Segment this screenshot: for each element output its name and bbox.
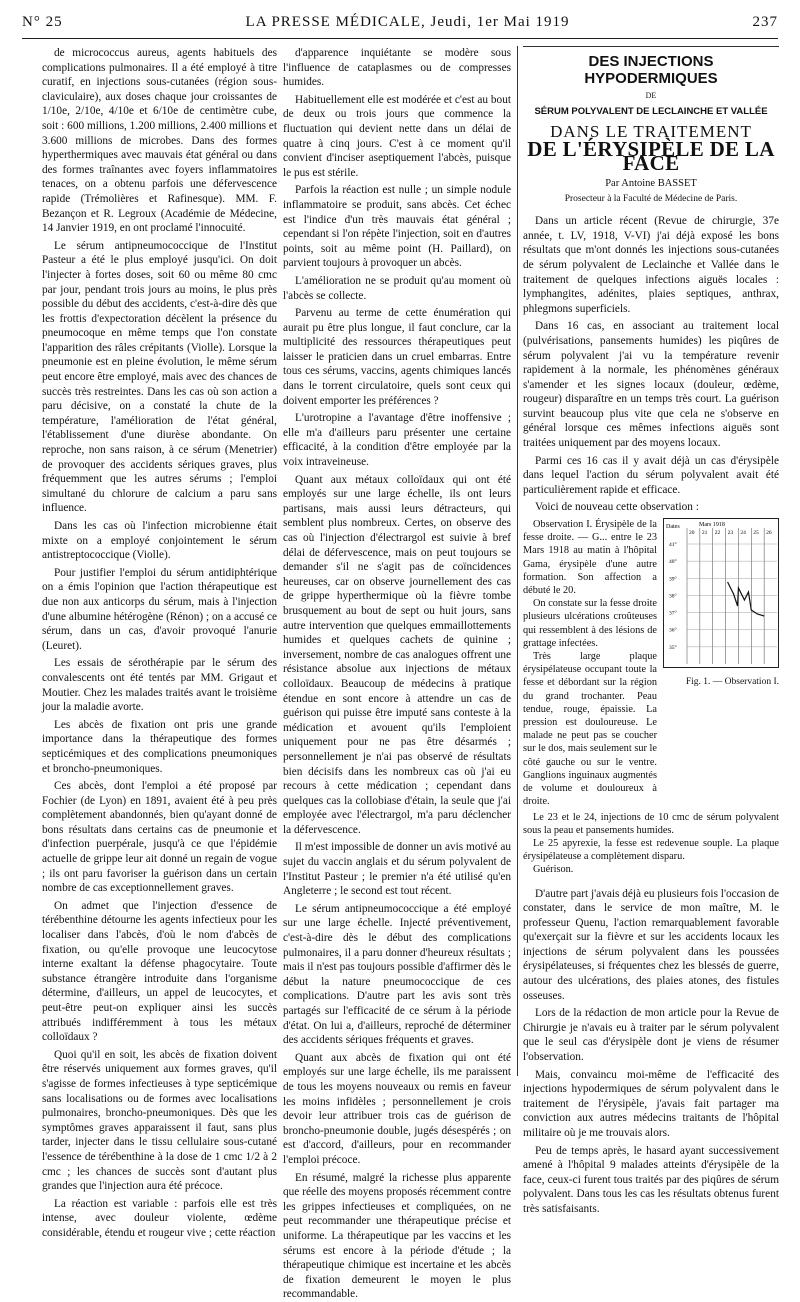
paragraph: D'autre part j'avais déjà eu plusieurs fois l'occasion de constater, dans le service de mon maître, M. le professeur Quenu, l'action remarquablement favorable qu'exerçait sur la fièvre et sur les accidents locaux les injections de sérum polyvalent dans les poussées érysipélateuses, si fréquentes chez les blessés de guerre, autour des ulcérations, des plaies atones, des fistules osseuses. <box>523 887 779 1002</box>
paragraph: Parvenu au terme de cette énumération qui aurait pu être plus longue, il faut conclure, car la multiplicité des ressources thérapeutiques peut laisser le praticien dans un cruel embarras. Entre tous ces sérums, vaccins, agents chimiques lancés dans le torrent circulatoire, quels sont ceux qui doivent emporter les préférences ? <box>283 307 511 407</box>
chart-temp-label: 37° <box>669 610 677 617</box>
chart-temp-label: 41° <box>669 542 677 549</box>
paragraph: Parmi ces 16 cas il y avait déjà un cas d'érysipèle dans lequel l'action du sérum polyvalent avait été particulièrement rapide et efficace. <box>523 454 779 496</box>
chart-month: Mars 1918 <box>699 522 725 529</box>
paragraph: Dans les cas où l'infection microbienne était mixte on a employé conjointement le sérum antistreptococcique (Violle). <box>42 520 277 562</box>
observation-paragraph: On constate sur la fesse droite plusieurs ulcérations croûteuses qui ressemblent à des lésions de grattage infectées. <box>523 598 657 649</box>
figure-1 <box>663 518 779 808</box>
observation-block <box>523 518 779 808</box>
issue-number: N° 25 <box>22 14 63 30</box>
paragraph: Dans un article récent (Revue de chirurgie, 37e année, t. LV, 1918, V-VI) j'ai déjà exposé les bons résultats que m'ont donnés les injections sous-cutanées de sérum polyvalent de Leclainche et Vallée dans le traitement de quelques infections aiguës locales : lymphangites, adénites, plaies septiques, anthrax, phlegmons superficiels. <box>523 215 779 315</box>
chart-temp-label: 35° <box>669 644 677 651</box>
column-3 <box>523 46 779 1215</box>
paragraph: Mais, convaincu moi-même de l'efficacité des injections hypodermiques de sérum polyvalent dans le traitement de l'érysipèle, j'avais fait partager ma conviction aux autres médecins traitants de l'hôpital militaire où je me trouvais alors. <box>523 1068 779 1140</box>
temperature-curve <box>728 582 765 616</box>
paragraph: d'apparence inquiétante se modère sous l'influence de cataplasmes ou de compresses humides. <box>283 47 511 89</box>
paragraph: Ces abcès, dont l'emploi a été proposé par Fochier (de Lyon) en 1891, avaient été à peu près complètement abandonnés, bien qu'ayant donné de bons résultats dans certains cas de pneumonie et d'infection puerpérale, jusqu'à ce que l'épidémie actuelle de grippe leur ait donné un regain de vogue ; ils ont paru favoriser la guérison dans un certain nombre de cas exceptionnellement graves. <box>42 780 277 895</box>
observation-paragraph: Très large plaque érysipélateuse occupant toute la fesse et débordant sur la région du grand trochanter. Peau tendue, rouge, épaissie. La pression est douloureuse. Le malade ne peut pas se coucher sur le dos, mais seulement sur le côté gauche ou sur le ventre. Ganglions inguinaux augmentés de volume et douloureux à droite. <box>523 651 657 808</box>
paragraph: Lors de la rédaction de mon article pour la Revue de Chirurgie je n'avais eu à traiter par le sérum polyvalent que le seul cas d'érysipèle dont je viens de résumer l'observation. <box>523 1007 779 1064</box>
chart-temp-label: 36° <box>669 627 677 634</box>
article-author: Par Antoine BASSET <box>605 177 697 189</box>
article-dans: DANS LE TRAITEMENT <box>550 122 752 142</box>
paragraph: La réaction est variable : parfois elle est très intense, avec douleur violente, œdème considérable, étendu et rougeur vive ; cette réaction <box>42 1197 277 1239</box>
observation-paragraph: Guérison. <box>533 864 574 876</box>
paragraph: Le sérum antipneumococcique a été employé sur une large échelle. Injecté préventivement, c'est-à-dire dès le début des complications pulmonaires, il a paru donner d'heureux résultats ; mais il n'est pas toujours possible d'affirmer dès le début la nature pneumococcique de ces complications. D'autre part les avis sont très partagés sur l'efficacité de ce sérum à la période d'état. On lui a, d'ailleurs, reproché de déterminer des accidents sériques fréquents et graves. <box>283 902 511 1047</box>
header-rule <box>22 38 778 39</box>
observation-text <box>523 518 657 808</box>
paragraph: Voici de nouveau cette observation : <box>535 501 699 514</box>
chart-day-label: 23 <box>727 530 734 537</box>
paragraph: L'amélioration ne se produit qu'au moment où l'abcès se collecte. <box>283 274 511 302</box>
article-rule <box>523 46 779 47</box>
chart-temp-label: 40° <box>669 559 677 566</box>
page-number: 237 <box>752 14 778 30</box>
paragraph: Quoi qu'il en soit, les abcès de fixation doivent être réservés uniquement aux formes graves, qu'il s'agisse de formes infectieuses à type septicémique sans localisations ou de formes avec localisations pulmonaires, broncho-pneumoniques. Dès que les symptômes graves apparaissent il faut, sans plus tarder, injecter dans le tissu cellulaire sous-cutané l'essence de térébenthine à la dose de 1 cmc 1/2 à 2 cmc ; les chances de succès sont d'autant plus grandes que l'injection aura été précoce. <box>42 1048 277 1193</box>
paragraph: L'urotropine a l'avantage d'être inoffensive ; elle m'a d'ailleurs paru présenter une certaine efficacité, à la condition d'être employée par la voix intraveineuse. <box>283 412 511 469</box>
column-1 <box>42 46 277 1239</box>
column-divider <box>517 46 518 1076</box>
article-main-title: DE L'ÉRYSIPÈLE DE LA FACE <box>527 136 775 176</box>
paragraph: En résumé, malgré la richesse plus apparente que réelle des moyens proposés récemment contre les grippes infectieuses et compliquées, on ne peut recommander une thérapeutique précise et uniforme. La thérapeutique par les vaccins et les sérums est encore à la période d'étude ; la thérapeutique chimique est incertaine et les abcès de fixation demeurent le moyen le plus recommandable. <box>283 1171 511 1301</box>
paragraph: Dans 16 cas, en associant au traitement local (pulvérisations, pansements humides) les piqûres de sérum polyvalent j'ai vu la température revenir rapidement à la normale, les phénomènes généraux s'amender et les signes locaux (douleur, œdème, rougeur) disparaître en un temps très court. La guérison survint beaucoup plus vite que cela ne s'observe en général lorsque ces mêmes infections aiguës sont traitées uniquement par des moyens locaux. <box>523 320 779 450</box>
article-title: DES INJECTIONS HYPODERMIQUES <box>584 53 718 87</box>
article-affiliation: Prosecteur à la Faculté de Médecine de Paris. <box>564 193 738 204</box>
chart-day-label: 20 <box>689 530 695 537</box>
paragraph: Peu de temps après, le hasard ayant successivement amené à l'hôpital 9 malades atteints d'érysipèle de la face, ceux-ci furent tous traités par des piqûres de sérum polyvalent. Dans tous les cas les résultats obtenus furent très satisfaisants. <box>523 1144 779 1215</box>
paragraph: Parfois la réaction est nulle ; un simple nodule inflammatoire se produit, sans abcès. Cet échec est l'indice d'un très mauvais état général ; cependant si l'on répète l'injection, soit en d'autres points, soit au même point (H. Paillard), on parvient toujours à provoquer un abcès. <box>283 184 511 270</box>
article-de: DE <box>645 91 657 100</box>
paragraph: Quant aux abcès de fixation qui ont été employés sur une large échelle, ils me paraissent de tous les moyens nouveaux ou remis en faveur les moins infidèles ; personnellement je crois devoir leur attribuer trois cas de guérison de broncho-pneumonie double, jugés désespérés ; on est d'accord, d'ailleurs, pour en recommander l'emploi précoce. <box>283 1051 511 1166</box>
paragraph: Pour justifier l'emploi du sérum antidiphtérique on a émis l'opinion que l'action thérapeutique est due non aux anticorps du sérum, mais à l'injection d'une albumine hétérogène (Rénon) ; on a accusé ce sérum, dans un cas, d'avoir provoqué l'anurie (Leuret). <box>42 566 277 652</box>
chart-day-label: 21 <box>701 530 708 537</box>
figure-caption: Fig. 1. — Observation I. <box>685 676 779 687</box>
observation-paragraph: Le 25 apyrexie, la fesse est redevenue souple. La plaque érysipélateuse a complètement disparu. <box>523 837 779 863</box>
chart-temp-label: 38° <box>669 593 677 600</box>
paragraph: Quant aux métaux colloïdaux qui ont été employés sur une large échelle, ils ont leurs partisans, mais aussi leurs détracteurs, qui semblent plus nombreux. Certes, on observe des cas où l'injection d'électrargol est suivie à bref délai de défervescence, mais on peut toujours se demander s'il ne s'agit pas de coïncidences heureuses, car on observe journellement des cas de grippe hyperthermique où la fièvre tombe brusquement au bout de sept ou huit jours, sans autre intervention que quelques emmaillottements humides et quelques cachets de quinine ; inversement, nombre de cas analogues offrent une résistance absolue aux injections de métaux colloïdaux. Beaucoup de médecins à pratique étendue en sont encore à attendre un cas de guérison qui puisse être imputé sans conteste à la médication et avouent qu'ils l'emploient uniquement pour ne pas être désarmés ; personnellement je n'ai pas observé de résultats bien décisifs dans les nombreux cas où j'ai eu recours à cette médication ; cependant dans quelques cas la collobiase d'étain, la seule que j'ai employée avec l'électrargol, m'a paru déclencher la défervescence. <box>283 473 511 836</box>
journal-title: LA PRESSE MÉDICALE, Jeudi, 1er Mai 1919 <box>245 14 570 30</box>
column-2 <box>283 46 511 1301</box>
paragraph: de micrococcus aureus, agents habituels des complications pulmonaires. Il a été employé à titre curatif, en injections sous-cutanées (région sous-claviculaire), aux doses chaque jour croissantes de 1/10e, 2/10e, 4/10e et 6/10e de centimètre cube, soit : 600 millions, 1.200 millions, 2.400 millions et 3.600 millions de microbes. Dans des formes hyperthermiques avec mauvais état général ou dans des formes traînantes avec foyers inflammatoires tenaces, on a obtenu parfois une défervescence rapide (Trémolières et Rafinesque). MM. F. Bezançon et R. Legroux (Académie de Médecine, 14 Janvier 1919, en ont proclamé l'innocuité. <box>42 47 277 235</box>
observation-paragraph: Le 23 et le 24, injections de 10 cmc de sérum polyvalent sous la peau et pansements humides. <box>523 811 779 836</box>
chart-day-label: 25 <box>753 530 759 537</box>
chart-temp-label: 39° <box>669 576 677 583</box>
temperature-chart <box>663 518 779 668</box>
paragraph: Les essais de sérothérapie par le sérum des convalescents ont été tentés par MM. Grigaut et Moutier. Chez les malades traités avant le troisième jour la maladie avorte. <box>42 657 277 714</box>
paragraph: Il m'est impossible de donner un avis motivé au sujet du vaccin anglais et du sérum polyvalent de l'Institut Pasteur ; le premier n'a été utilisé qu'en Angleterre ; le second est tout récent. <box>283 841 511 898</box>
paragraph: On admet que l'injection d'essence de térébenthine détourne les agents infectieux pour les localiser dans l'abcès, d'où le nom d'abcès de fixation, ou qu'elle provoque une leucocytose interne exaltant la défense phagocytaire. Toute substance étrangère introduite dans l'organisme détermine, d'ailleurs, un appel de leucocytes, et peut-être peut-on expliquer ainsi les succès attribués indifféremment à tous les métaux colloïdaux ? <box>42 899 277 1044</box>
observation-paragraph: Observation I. Érysipèle de la fesse droite. — G... entre le 23 Mars 1918 au matin à l'hôpital Gama, érysipèle d'une autre formation. Son affection a débuté le 20. <box>523 519 657 597</box>
paragraph: Les abcès de fixation ont pris une grande importance dans la thérapeutique des formes septicémiques et des complications pneumoniques et broncho-pneumoniques. <box>42 718 277 775</box>
article-serum: SÉRUM POLYVALENT DE LECLAINCHE ET VALLÉE <box>534 105 768 117</box>
chart-day-label: 24 <box>740 530 746 537</box>
chart-label-dates: Dates <box>666 524 680 531</box>
paragraph: Le sérum antipneumococcique de l'Institut Pasteur a été le plus employé jusqu'ici. On doit l'injecter à fortes doses, soit 60 ou même 80 cmc par jour, pendant trois jours au moins, le plus près possible du début des accidents, c'est-à-dire dès que les frottis d'expectoration décèlent la présence du pneumocoque en même temps que l'on constate l'apparition des râles crépitants (Violle). Lorsque la pneumonie est en pleine évolution, le même sérum peut encore être employé, mais avec des chances de succès très restreintes. Dans les cas où son action a paru décisive, on a constaté la chute de la température, l'amélioration de l'état général, l'établissement d'une diurèse abondante. On reproche, non sans raison, à ce sérum (Menetrier) de provoquer des accidents sériques graves, plus fréquemment que les autres sérums ; l'emploi simultané du chlorure de calcium a paru sans influence. <box>42 239 277 515</box>
chart-day-label: 26 <box>766 530 772 537</box>
page-header <box>22 14 778 36</box>
chart-day-label: 22 <box>714 530 721 537</box>
paragraph: Habituellement elle est modérée et c'est au bout de deux ou trois jours que commence la fluctuation qui devient nette dans un délai de quatre à cinq jours. C'est à ce moment qu'il convient d'inciser aseptiquement l'abcès, puisque le pus est stérile. <box>283 93 511 179</box>
